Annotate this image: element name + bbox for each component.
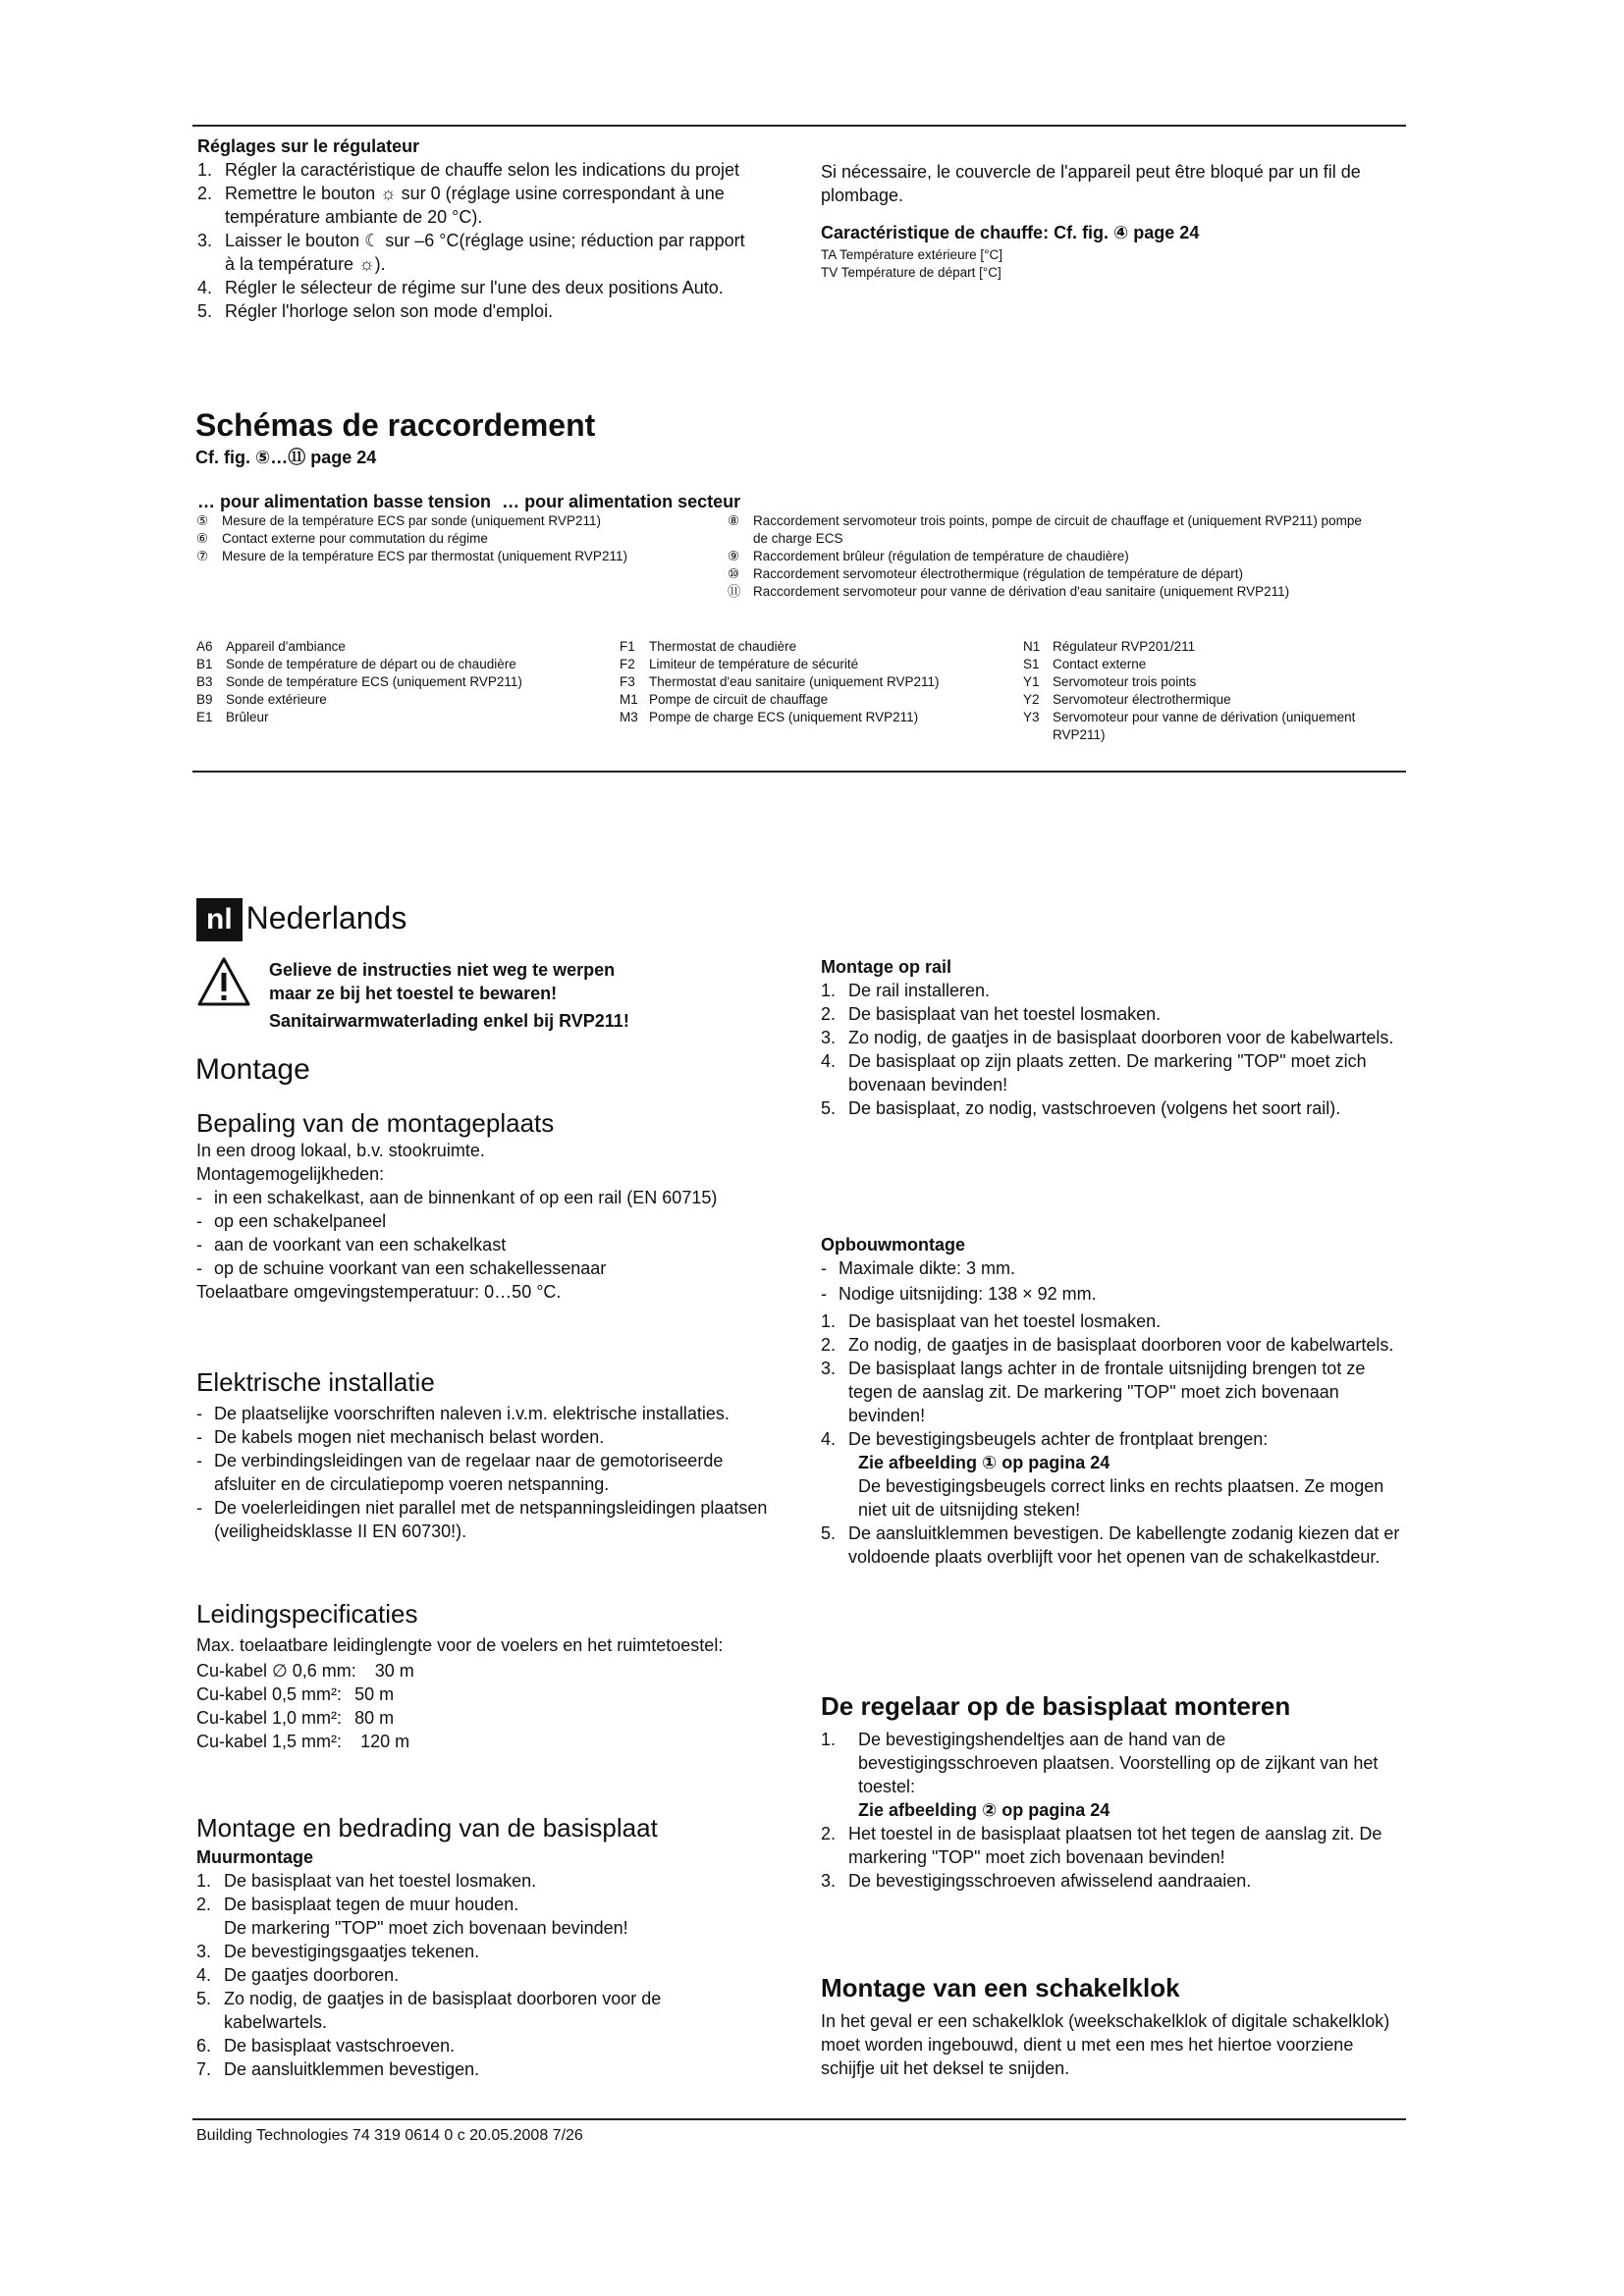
list-item: 3. Zo nodig, de gaatjes in de basisplaat doorboren voor de kabelwartels.	[821, 1028, 1394, 1047]
language-badge: nl	[196, 898, 243, 941]
electrical-list	[196, 1402, 776, 1543]
list-item: 3. De bevestigingsgaatjes tekenen.	[196, 1942, 480, 1961]
nl-cables-section: Leidingspecificaties Max. toelaatbare leidinglengte voor de voelers en het ruimtetoestel: Cu-kabel ∅ 0,6 mm: 30 m Cu-kabel 0,5 mm²: 50 m Cu-kabel 1,0 mm²: 80 m Cu-kabel 1,5 mm²: 120 m	[196, 1598, 766, 1753]
list-item: 4. De basisplaat op zijn plaats zetten. De markering "TOP" moet zich bovenaan bevinden!	[821, 1051, 1367, 1095]
list-item: ⑪ Raccordement servomoteur pour vanne de dérivation d'eau sanitaire (uniquement RVP211)	[728, 584, 1290, 599]
table-row: Cu-kabel 1,0 mm²: 80 m	[196, 1708, 395, 1728]
nl-surface-section	[821, 1233, 1410, 1569]
fr-codes-b	[620, 638, 1022, 726]
list-item: 3. De bevestigingsschroeven afwisselend aandraaien.	[821, 1871, 1252, 1891]
list-item: 5. Zo nodig, de gaatjes in de basisplaat doorboren voor de kabelwartels.	[196, 1989, 662, 2032]
list-item: Y2 Servomoteur électrothermique	[1023, 692, 1231, 707]
controller-list-end	[821, 1822, 1410, 1893]
section-heading: Opbouwmontage	[821, 1235, 965, 1255]
list-item: 2. Zo nodig, de gaatjes in de basisplaat doorboren voor de kabelwartels.	[821, 1335, 1394, 1355]
list-item: Y1 Servomoteur trois points	[1023, 674, 1197, 689]
fr-diagrams-ref: Cf. fig. ⑤…⑪ page 24	[195, 448, 377, 467]
wall-heading: Muurmontage	[196, 1847, 313, 1867]
fr-diagrams-heading: Schémas de raccordement	[195, 407, 596, 443]
fr-diagrams-section	[195, 406, 1413, 469]
list-item: ⑧ Raccordement servomoteur trois points, pompe de circuit de chauffage et (uniquement RVP211) pompe de charge ECS	[728, 513, 1362, 546]
fr-sub-left: … pour alimentation basse tension	[197, 492, 492, 511]
section-heading: Montage van een schakelklok	[821, 1973, 1180, 2002]
list-item: ⑨ Raccordement brûleur (régulation de température de chaudière)	[728, 549, 1129, 563]
section-heading: Montage en bedrading van de basisplaat	[196, 1813, 658, 1842]
list-item: 6. De basisplaat vastschroeven.	[196, 2036, 456, 2056]
footer-text: Building Technologies 74 319 0614 0 c 20.05.2008 7/26	[196, 2127, 583, 2144]
list-item: B3 Sonde de température ECS (uniquement RVP211)	[196, 674, 522, 689]
list-item: A6 Appareil d'ambiance	[196, 639, 346, 654]
warning-icon	[196, 956, 251, 1007]
fr-codes-a	[196, 638, 609, 726]
section-heading: De regelaar op de basisplaat monteren	[821, 1691, 1291, 1721]
list-item: 1. Régler la caractéristique de chauffe selon les indications du projet	[197, 160, 739, 180]
list-item: 1. De rail installeren.	[821, 981, 991, 1000]
list-item: 2. Het toestel in de basisplaat plaatsen tot het tegen de aanslag zit. De markering "TOP" moet zich bovenaan bevinden!	[821, 1824, 1382, 1867]
list-item: - in een schakelkast, aan de binnenkant of op een rail (EN 60715)	[196, 1188, 718, 1207]
fr-seal-text: Si nécessaire, le couvercle de l'appareil peut être bloqué par un fil de plombage.	[821, 162, 1361, 205]
language-title: Nederlands	[245, 900, 407, 935]
list-item: ⑦ Mesure de la température ECS par thermostat (uniquement RVP211)	[196, 549, 627, 563]
list-item: 1. De basisplaat van het toestel losmaken.	[821, 1311, 1162, 1331]
top-rule	[192, 125, 1406, 127]
list-item: 1. De bevestigingshendeltjes aan de hand van de bevestigingsschroeven plaatsen. Voorstelling op de zijkant van het toestel:	[821, 1730, 1379, 1796]
nl-rail-section	[821, 955, 1410, 1120]
list-item: F1 Thermostat de chaudière	[620, 639, 797, 654]
nl-montage-heading: Montage	[195, 1053, 310, 1086]
figure-reference: Zie afbeelding ① op pagina 24	[858, 1453, 1110, 1472]
list-item: - aan de voorkant van een schakelkast	[196, 1235, 507, 1255]
list-item: 2. De basisplaat van het toestel losmaken.	[821, 1004, 1162, 1024]
list-item: 2. Remettre le bouton ☼ sur 0 (réglage usine correspondant à une température ambiante de 20 °C).	[197, 184, 725, 227]
list-item: Y3 Servomoteur pour vanne de dérivation (uniquement RVP211)	[1023, 710, 1356, 742]
list-item: E1 Brûleur	[196, 710, 269, 724]
list-item: 3. De basisplaat langs achter in de frontale uitsnijding brengen tot ze tegen de aanslag zit. De markering "TOP" moet zich bovenaan bevinden!	[821, 1359, 1366, 1425]
list-item: N1 Régulateur RVP201/211	[1023, 639, 1196, 654]
list-item: - Maximale dikte: 3 mm.	[821, 1258, 1016, 1278]
list-item: - De plaatselijke voorschriften naleven i.v.m. elektrische installaties.	[196, 1404, 730, 1423]
list-item: M3 Pompe de charge ECS (uniquement RVP211)	[620, 710, 919, 724]
fr-sub-right: … pour alimentation secteur	[502, 492, 741, 511]
wall-list	[196, 1869, 766, 2081]
list-item: S1 Contact externe	[1023, 657, 1147, 671]
section-rule	[192, 771, 1406, 773]
list-item: M1 Pompe de circuit de chauffage	[620, 692, 829, 707]
list-item: - De voelerleidingen niet parallel met de netspanningsleidingen plaatsen (veiligheidsklasse II EN 60730!).	[196, 1498, 768, 1541]
surface-list-end	[821, 1522, 1410, 1569]
nl-place-section: Bepaling van de montageplaats In een droog lokaal, b.v. stookruimte. Montagemogelijkheden: - in een schakelkast, aan de binnenkant of op een rail (EN 60715) - op een schakelpaneel - aan de voorkant van een schakelkast - op de schuine voorkant van een schakellessenaar Toelaatbare omgevingstemperatuur: 0…50 °C.	[196, 1107, 766, 1304]
list-item: 2. De basisplaat tegen de muur houden.	[196, 1895, 519, 1914]
list-item: ⑩ Raccordement servomoteur électrothermique (régulation de température de départ)	[728, 566, 1244, 581]
table-row: Cu-kabel ∅ 0,6 mm: 30 m	[196, 1661, 414, 1681]
list-item: De markering "TOP" moet zich bovenaan bevinden!	[224, 1918, 628, 1938]
nl-controller-section	[821, 1690, 1410, 1893]
fr-settings-heading: Réglages sur le régulateur	[197, 136, 420, 156]
fr-right-column	[821, 160, 1410, 282]
nl-baseplate-section	[196, 1812, 766, 2081]
fr-tv-legend: TV Température de départ [°C]	[821, 265, 1001, 280]
surface-dash-list	[821, 1256, 1410, 1306]
list-item: 4. De gaatjes doorboren.	[196, 1965, 400, 1985]
list-item: - Nodige uitsnijding: 138 × 92 mm.	[821, 1284, 1097, 1304]
section-heading: Bepaling van de montageplaats	[196, 1108, 555, 1138]
list-item: B9 Sonde extérieure	[196, 692, 327, 707]
cable-table	[196, 1659, 766, 1753]
controller-list	[821, 1728, 1410, 1798]
list-item: F3 Thermostat d'eau sanitaire (uniquement RVP211)	[620, 674, 940, 689]
list-item: ⑤ Mesure de la température ECS par sonde (uniquement RVP211)	[196, 513, 601, 528]
section-heading: Montage op rail	[821, 957, 952, 977]
fr-right-legend	[728, 512, 1366, 601]
list-item: 1. De basisplaat van het toestel losmaken.	[196, 1871, 537, 1891]
list-item: F2 Limiteur de température de sécurité	[620, 657, 859, 671]
fr-settings-section	[197, 134, 747, 323]
table-row: Cu-kabel 1,5 mm²: 120 m	[196, 1732, 410, 1751]
fr-left-legend	[196, 512, 727, 565]
list-item: B1 Sonde de température de départ ou de chaudière	[196, 657, 516, 671]
fr-curve-heading: Caractéristique de chauffe: Cf. fig. ④ page 24	[821, 223, 1200, 242]
section-heading: Elektrische installatie	[196, 1367, 435, 1397]
fr-codes-c	[1023, 638, 1367, 744]
list-item: - op een schakelpaneel	[196, 1211, 387, 1231]
nl-language-header	[196, 896, 406, 941]
nl-clock-section	[821, 1972, 1400, 2080]
list-item: 7. De aansluitklemmen bevestigen.	[196, 2059, 480, 2079]
place-list	[196, 1186, 766, 1280]
list-item: 5. De aansluitklemmen bevestigen. De kabellengte zodanig kiezen dat er voldoende plaats overblijft voor het openen van de schakelkastdeur.	[821, 1523, 1400, 1567]
surface-note: De bevestigingsbeugels correct links en rechts plaatsen. Ze mogen niet uit de uitsnijding steken!	[858, 1476, 1384, 1520]
surface-list	[821, 1309, 1410, 1451]
list-item: 5. Régler l'horloge selon son mode d'emploi.	[197, 301, 554, 321]
list-item: ⑥ Contact externe pour commutation du régime	[196, 531, 488, 546]
footer-rule	[192, 2118, 1406, 2120]
fr-ta-legend: TA Température extérieure [°C]	[821, 247, 1002, 262]
table-row: Cu-kabel 0,5 mm²: 50 m	[196, 1684, 395, 1704]
list-item: - op de schuine voorkant van een schakellessenaar	[196, 1258, 607, 1278]
figure-reference: Zie afbeelding ② op pagina 24	[858, 1800, 1110, 1820]
fr-sub-headings	[197, 491, 1405, 512]
nl-warning-text: Gelieve de instructies niet weg te werpen maar ze bij het toestel te bewaren! Sanitairwarmwaterlading enkel bij RVP211!	[269, 960, 629, 1031]
list-item: - De kabels mogen niet mechanisch belast worden.	[196, 1427, 605, 1447]
clock-text: In het geval er een schakelklok (weekschakelklok of digitale schakelklok) moet worden ingebouwd, dient u met een mes het hiertoe voorziene schijfje uit het deksel te snijden.	[821, 2011, 1390, 2078]
section-heading: Leidingspecificaties	[196, 1599, 418, 1629]
list-item: 3. Laisser le bouton ☾ sur –6 °C(réglage usine; réduction par rapport à la température ☼).	[197, 231, 745, 274]
list-item: 4. Régler le sélecteur de régime sur l'une des deux positions Auto.	[197, 278, 724, 297]
list-item: 4. De bevestigingsbeugels achter de frontplaat brengen:	[821, 1429, 1269, 1449]
rail-list	[821, 979, 1410, 1120]
fr-settings-list	[197, 158, 747, 323]
nl-electrical-section	[196, 1366, 776, 1543]
list-item: 5. De basisplaat, zo nodig, vastschroeven (volgens het soort rail).	[821, 1098, 1341, 1118]
list-item: - De verbindingsleidingen van de regelaar naar de gemotoriseerde afsluiter en de circulatiepomp voeren netspanning.	[196, 1451, 724, 1494]
